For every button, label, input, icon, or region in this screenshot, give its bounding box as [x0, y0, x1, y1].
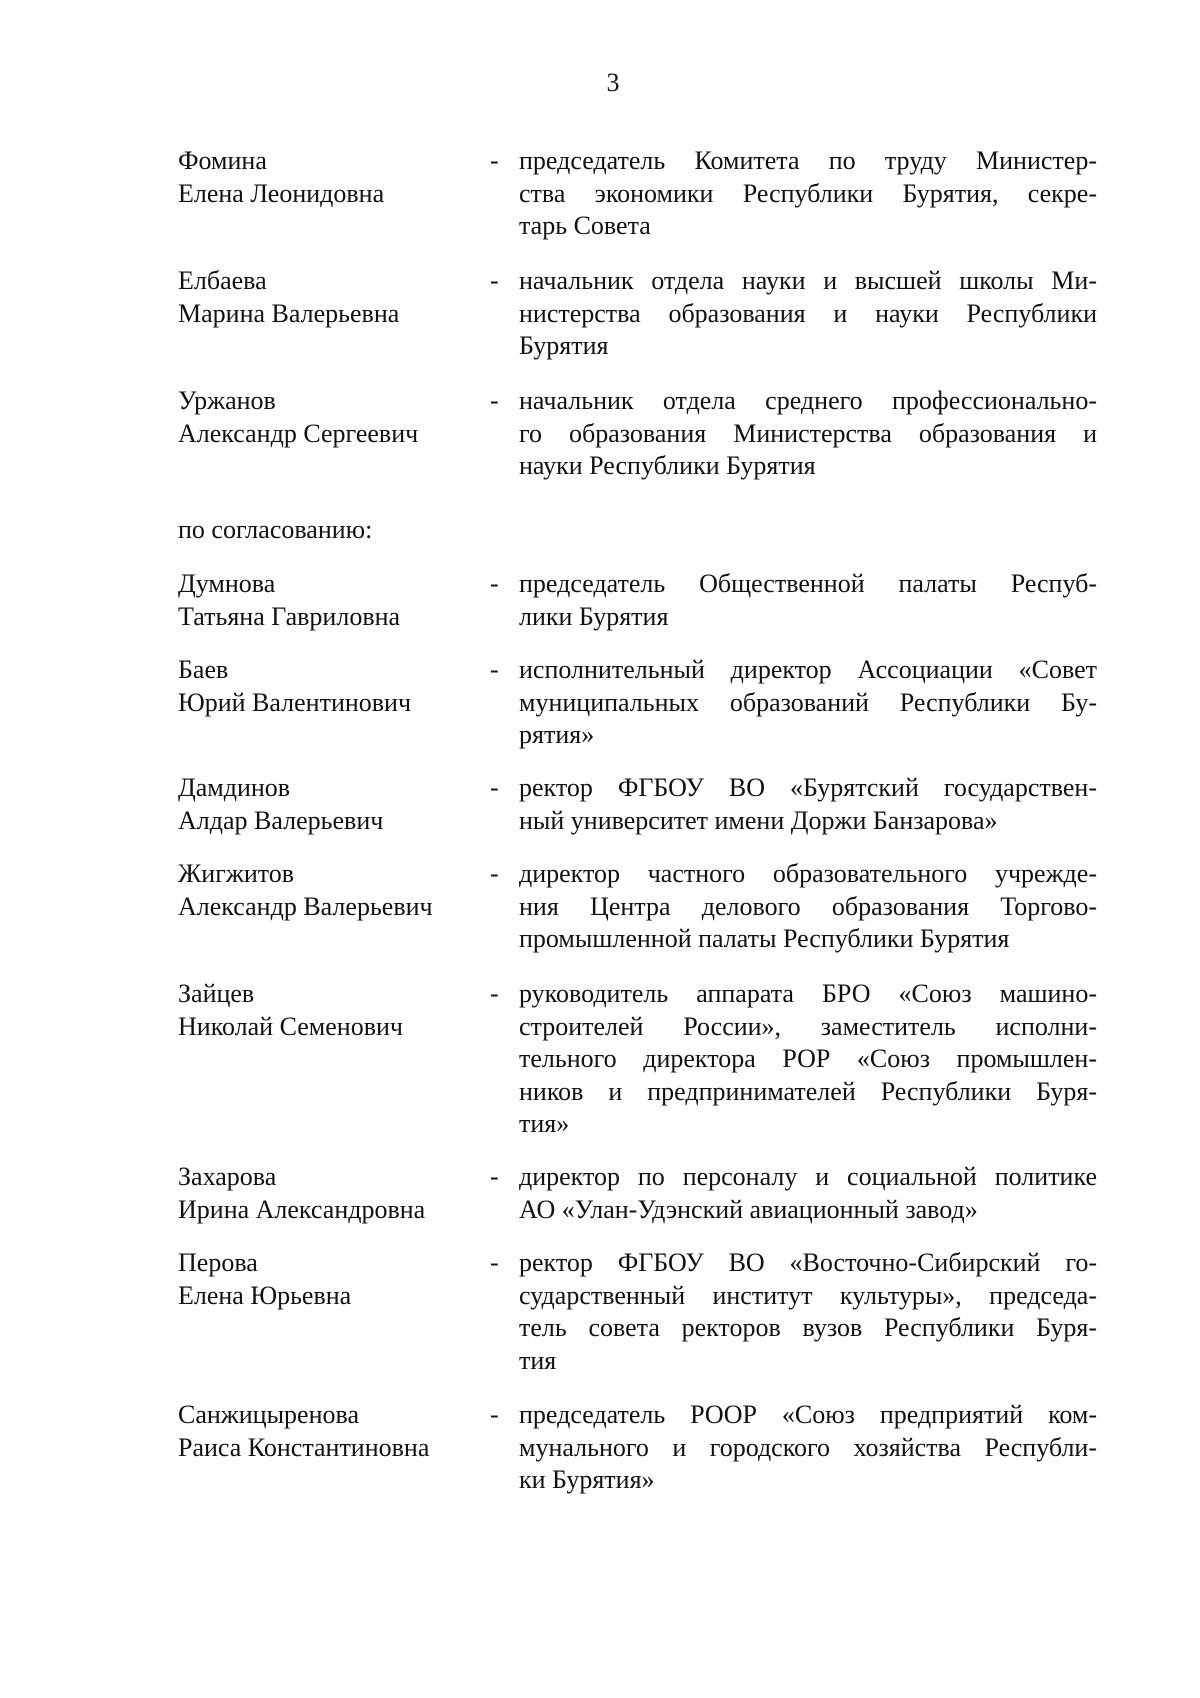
member-given-names: Елена Леонидовна [178, 178, 385, 208]
position-line: ный университет имени Доржи Банзарова» [519, 805, 998, 835]
dash-separator: - [490, 655, 499, 684]
dash-separator: - [490, 569, 499, 598]
dash-separator: - [490, 1400, 499, 1429]
member-name [178, 1247, 478, 1312]
position-line: тарь Совета [519, 211, 651, 240]
dash-separator: - [490, 386, 499, 415]
position-line: председатель Общественной палаты Респуб- [519, 569, 1097, 598]
position-line: ректор ФГБОУ ВО «Бурятский государствен- [519, 773, 1097, 802]
member-name [178, 978, 478, 1043]
position-line: начальник отдела среднего профессионально- [519, 386, 1097, 415]
position-line: председатель РООР «Союз предприятий ком- [519, 1400, 1097, 1429]
member-given-names: Николай Семенович [178, 1011, 403, 1041]
position-line: ния Центра делового образования Торгово- [519, 891, 1097, 921]
page-number: 3 [606, 68, 620, 97]
member-position [519, 1399, 1097, 1497]
member-surname: Фомина [178, 146, 267, 175]
member-surname: Елбаева [178, 266, 267, 295]
member-surname: Думнова [178, 569, 276, 598]
position-line: лики Бурятия [519, 601, 669, 631]
member-surname: Зайцев [178, 979, 255, 1008]
dash-separator: - [490, 859, 499, 888]
member-position [519, 145, 1097, 243]
dash-separator: - [490, 1248, 499, 1277]
position-line: ки Бурятия» [519, 1465, 655, 1494]
position-line: науки Республики Бурятия [519, 451, 816, 480]
position-line: муниципальных образований Республики Бу- [519, 687, 1097, 717]
member-name [178, 772, 478, 837]
member-given-names: Александр Сергеевич [178, 418, 419, 448]
member-name [178, 145, 478, 210]
dash-separator: - [490, 266, 499, 295]
member-surname: Дамдинов [178, 773, 291, 802]
position-line: го образования Министерства образования и [519, 418, 1097, 448]
member-name [178, 654, 478, 719]
member-name [178, 1161, 478, 1226]
member-surname: Жигжитов [178, 859, 295, 888]
position-line: тия» [519, 1109, 570, 1138]
position-line: председатель Комитета по труду Министер- [519, 146, 1097, 175]
member-given-names: Ирина Александровна [178, 1194, 426, 1224]
member-given-names: Марина Валерьевна [178, 298, 400, 328]
position-line: нистерства образования и науки Республики [519, 298, 1097, 328]
member-given-names: Алдар Валерьевич [178, 805, 384, 835]
member-position [519, 772, 1097, 837]
member-name [178, 858, 478, 923]
position-line: Бурятия [519, 331, 609, 360]
member-surname: Баев [178, 655, 229, 684]
member-position [519, 1161, 1097, 1226]
position-line: АО «Улан-Удэнский авиационный завод» [519, 1194, 978, 1224]
member-surname: Захарова [178, 1162, 277, 1191]
member-surname: Санжицыренова [178, 1400, 359, 1429]
position-line: тель совета ректоров вузов Республики Буря- [519, 1313, 1097, 1342]
member-name [178, 265, 478, 330]
dash-separator: - [490, 773, 499, 802]
position-line: ников и предпринимателей Республики Буря- [519, 1076, 1097, 1106]
member-position [519, 265, 1097, 363]
member-given-names: Елена Юрьевна [178, 1280, 352, 1310]
section-label-by-agreement: по согласованию: [178, 515, 373, 544]
position-line: ства экономики Республики Бурятия, секре- [519, 178, 1097, 208]
position-line: строителей России», заместитель исполни- [519, 1011, 1097, 1041]
position-line: промышленной палаты Республики Бурятия [519, 924, 1010, 953]
dash-separator: - [490, 146, 499, 175]
member-position [519, 385, 1097, 483]
member-given-names: Раиса Константиновна [178, 1432, 430, 1462]
member-position [519, 568, 1097, 633]
member-given-names: Александр Валерьевич [178, 891, 433, 921]
position-line: директор по персоналу и социальной политике [519, 1162, 1097, 1191]
member-given-names: Юрий Валентинович [178, 687, 412, 717]
member-surname: Уржанов [178, 386, 276, 415]
member-name [178, 1399, 478, 1464]
position-line: руководитель аппарата БРО «Союз машино- [519, 979, 1097, 1008]
member-position [519, 654, 1097, 752]
member-surname: Перова [178, 1248, 258, 1277]
member-position [519, 1247, 1097, 1377]
position-line: сударственный институт культуры», председа- [519, 1280, 1097, 1310]
position-line: исполнительный директор Ассоциации «Совет [519, 655, 1097, 684]
dash-separator: - [490, 979, 499, 1008]
position-line: тия [519, 1345, 557, 1375]
position-line: мунального и городского хозяйства Республи- [519, 1432, 1097, 1462]
position-line: начальник отдела науки и высшей школы Ми- [519, 266, 1097, 295]
member-position [519, 858, 1097, 956]
member-position [519, 978, 1097, 1141]
member-given-names: Татьяна Гавриловна [178, 601, 401, 631]
position-line: рятия» [519, 720, 595, 749]
position-line: тельного директора РОР «Союз промышлен- [519, 1044, 1097, 1073]
position-line: ректор ФГБОУ ВО «Восточно-Сибирский го- [519, 1248, 1097, 1277]
position-line: директор частного образовательного учрежде- [519, 859, 1097, 888]
dash-separator: - [490, 1162, 499, 1191]
member-name [178, 385, 478, 450]
member-name [178, 568, 478, 633]
